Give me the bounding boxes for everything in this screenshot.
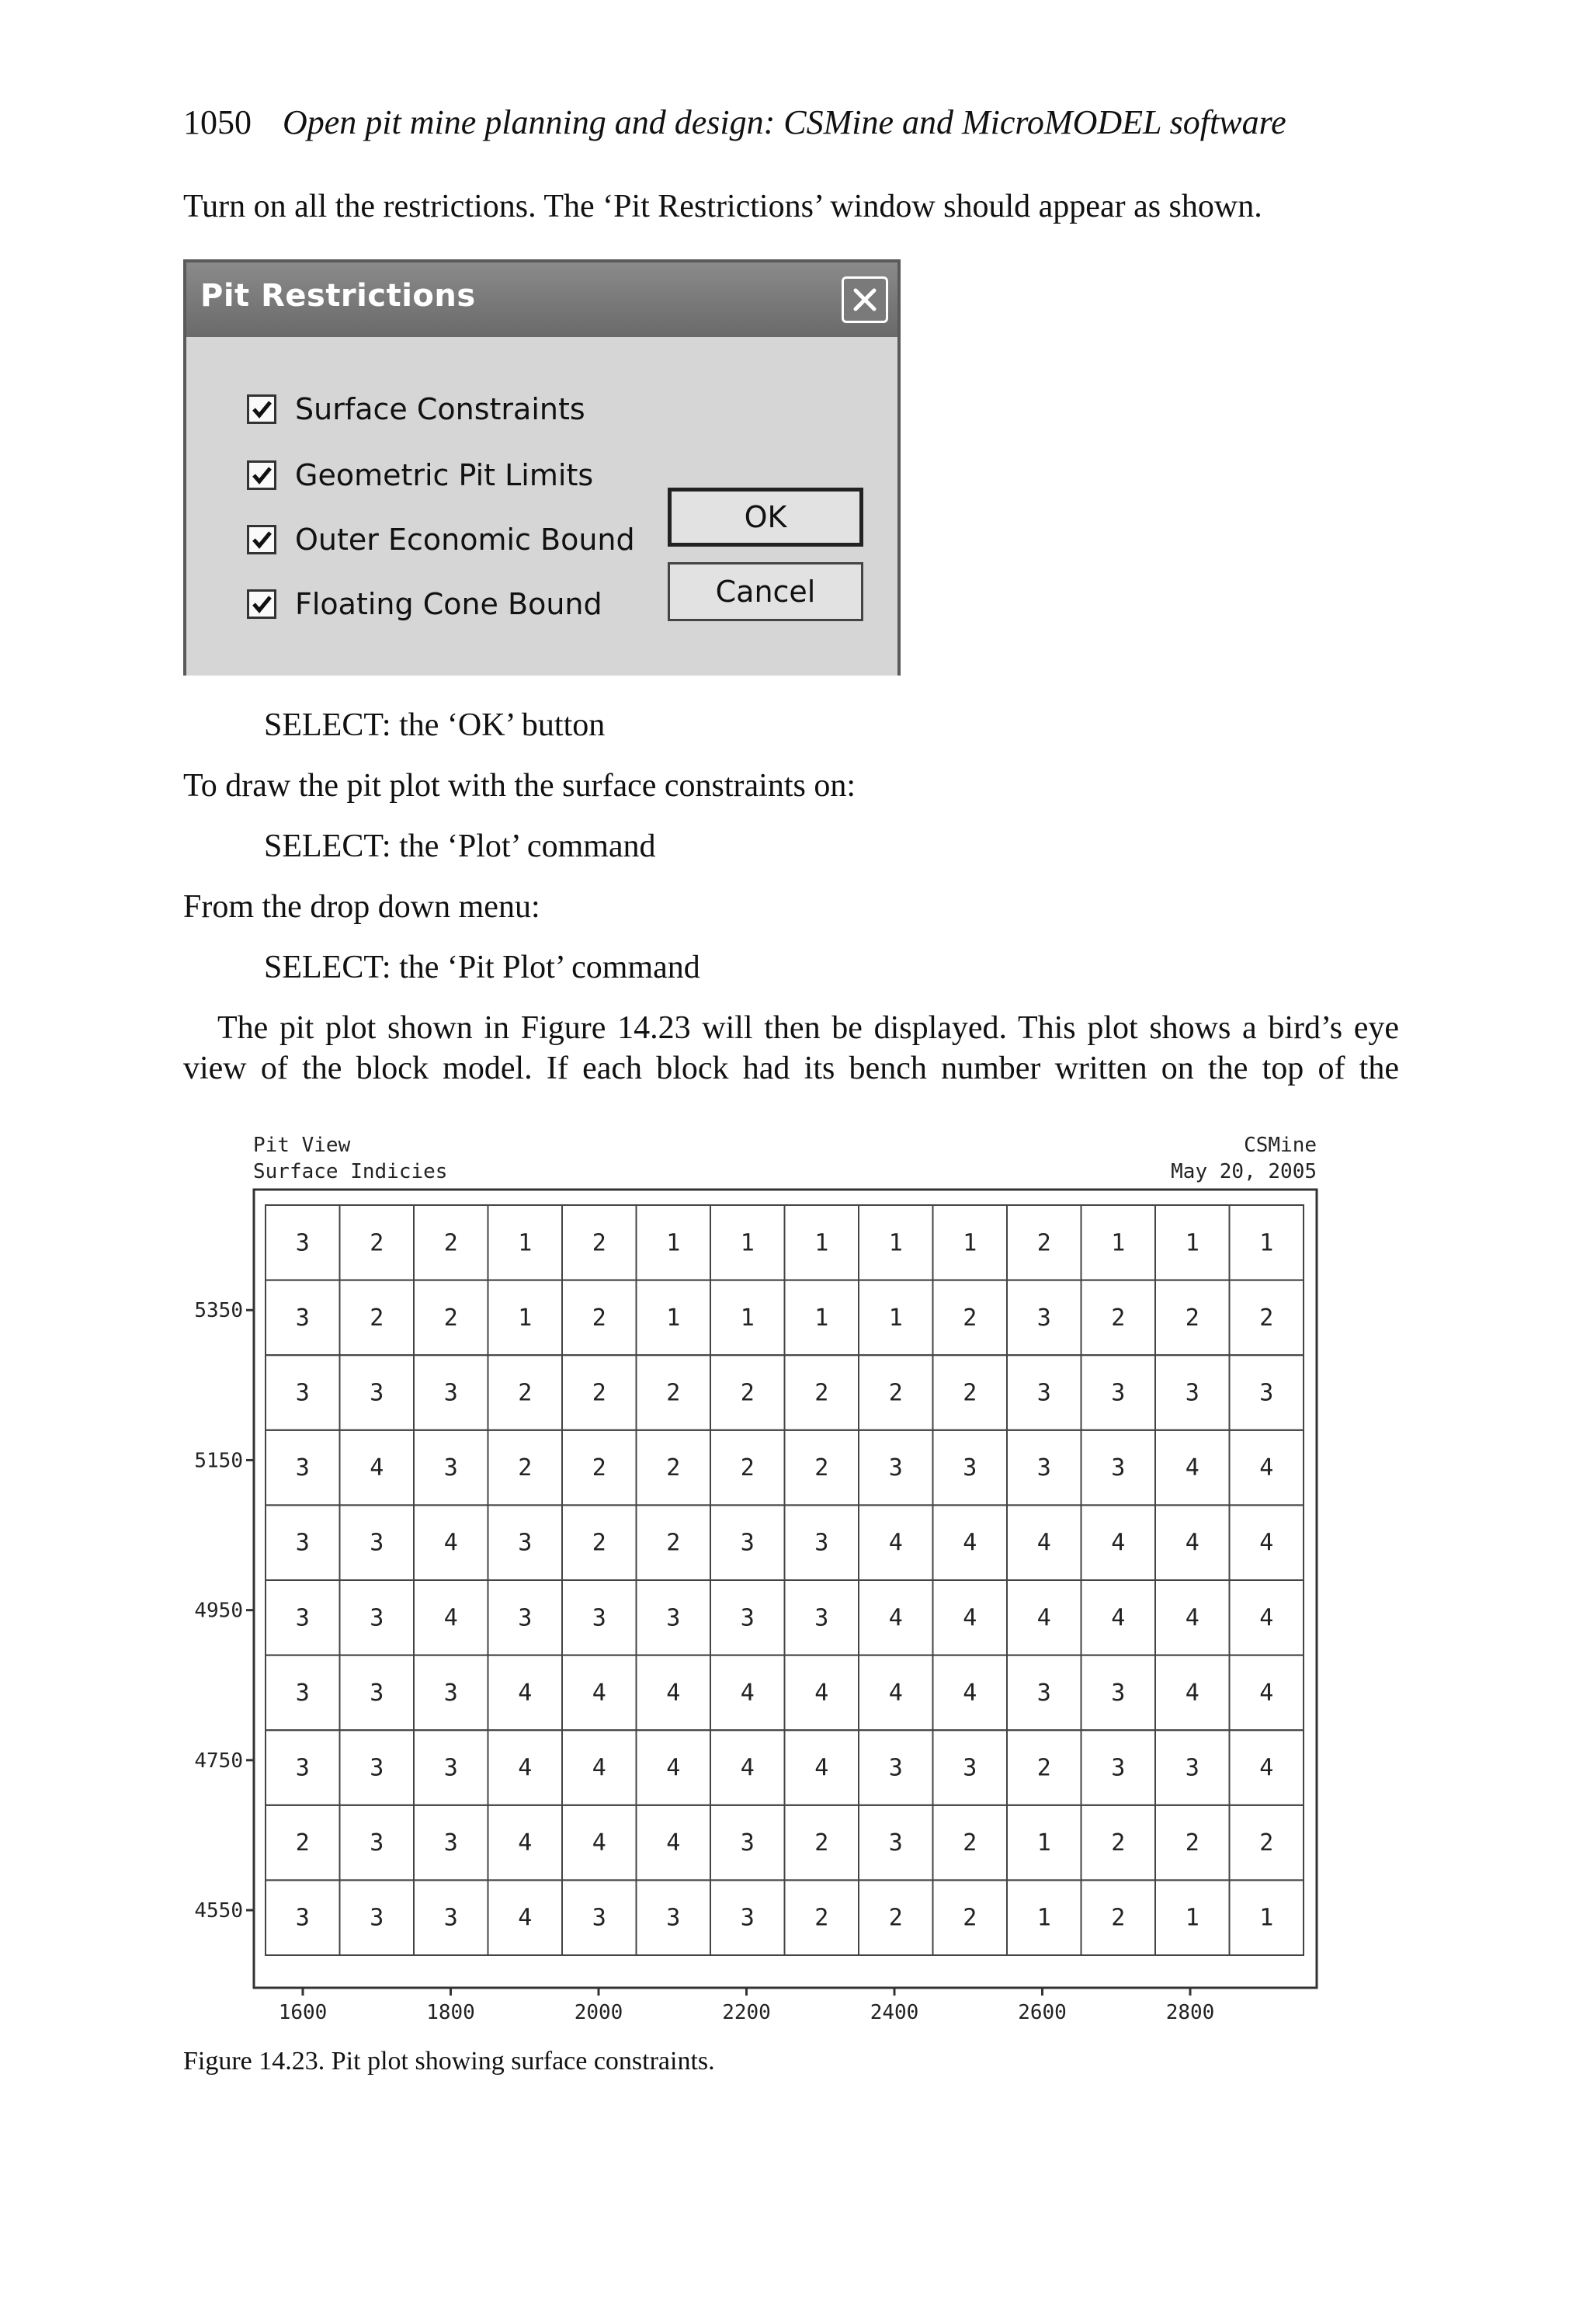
cell-value: 1 (1036, 1904, 1051, 1932)
cell-value: 4 (1259, 1454, 1274, 1482)
cell-value: 2 (814, 1904, 829, 1932)
cell-value: 2 (592, 1304, 606, 1332)
cell-value: 3 (295, 1604, 310, 1632)
cell-value: 2 (518, 1379, 533, 1407)
cell-value: 3 (1185, 1379, 1199, 1407)
cell-value: 4 (666, 1829, 681, 1857)
running-title: Open pit mine planning and design: CSMine and MicroMODEL software (283, 103, 1286, 141)
plot-title-right-1: CSMine (1244, 1134, 1317, 1157)
cell-value: 4 (1185, 1604, 1199, 1632)
plot-title-left-2: Surface Indicies (253, 1160, 448, 1183)
select-ok-text: SELECT: the ‘OK’ button (264, 707, 606, 743)
cell-value: 3 (740, 1829, 755, 1857)
cell-value: 3 (443, 1454, 458, 1482)
plot-title-left-1: Pit View (253, 1134, 351, 1157)
cell-value: 3 (888, 1829, 903, 1857)
cell-value: 2 (1259, 1304, 1274, 1332)
cell-value: 4 (963, 1679, 977, 1707)
dialog-title: Pit Restrictions (200, 278, 476, 314)
cell-value: 3 (740, 1604, 755, 1632)
cell-value: 3 (1111, 1679, 1126, 1707)
cell-value: 2 (592, 1454, 606, 1482)
cell-value: 2 (1036, 1229, 1051, 1257)
cell-value: 3 (295, 1529, 310, 1557)
cell-value: 4 (370, 1454, 384, 1482)
cell-value: 2 (814, 1379, 829, 1407)
cell-value: 3 (443, 1679, 458, 1707)
intro-text: Turn on all the restrictions. The ‘Pit Restrictions’ window should appear as shown. (183, 189, 1262, 224)
cell-value: 3 (295, 1679, 310, 1707)
cell-value: 4 (592, 1679, 606, 1707)
cell-value: 1 (814, 1304, 829, 1332)
cell-value: 2 (1111, 1304, 1126, 1332)
select-pit-plot-text: SELECT: the ‘Pit Plot’ command (264, 950, 700, 985)
cell-value: 3 (370, 1604, 384, 1632)
cell-value: 3 (1036, 1379, 1051, 1407)
cell-value: 1 (518, 1304, 533, 1332)
cell-value: 4 (518, 1904, 533, 1932)
cell-value: 4 (888, 1679, 903, 1707)
cell-value: 4 (814, 1754, 829, 1782)
cell-value: 2 (1111, 1829, 1126, 1857)
cell-value: 2 (888, 1379, 903, 1407)
cell-value: 2 (666, 1529, 681, 1557)
x-tick-label: 2800 (1165, 2001, 1215, 2024)
cell-value: 4 (666, 1679, 681, 1707)
cell-value: 1 (963, 1229, 977, 1257)
cell-value: 3 (1036, 1679, 1051, 1707)
cell-value: 1 (1111, 1229, 1126, 1257)
cell-value: 1 (1185, 1229, 1199, 1257)
cell-value: 3 (1259, 1379, 1274, 1407)
cell-value: 3 (370, 1679, 384, 1707)
cell-value: 2 (963, 1304, 977, 1332)
checkbox-label: Surface Constraints (295, 392, 585, 426)
cell-value: 2 (592, 1379, 606, 1407)
page-number: 1050 (183, 103, 252, 141)
cell-value: 2 (592, 1529, 606, 1557)
cell-value: 3 (443, 1829, 458, 1857)
cell-value: 1 (518, 1229, 533, 1257)
cell-value: 2 (295, 1829, 310, 1857)
cell-value: 4 (666, 1754, 681, 1782)
y-tick-label: 5350 (194, 1299, 243, 1323)
cell-value: 3 (295, 1304, 310, 1332)
cell-value: 3 (1185, 1754, 1199, 1782)
cell-value: 4 (592, 1829, 606, 1857)
cell-value: 2 (814, 1454, 829, 1482)
cell-value: 3 (963, 1454, 977, 1482)
cell-value: 2 (370, 1304, 384, 1332)
cell-value: 2 (1259, 1829, 1274, 1857)
figure-caption: Figure 14.23. Pit plot showing surface constraints. (183, 2047, 715, 2076)
paragraph-line-1: The pit plot shown in Figure 14.23 will then be displayed. This plot shows a bird’s eye (217, 1010, 1399, 1046)
cell-value: 4 (1036, 1604, 1051, 1632)
cell-value: 2 (443, 1229, 458, 1257)
y-tick-label: 4950 (194, 1599, 243, 1623)
cell-value: 3 (370, 1904, 384, 1932)
cell-value: 2 (1111, 1904, 1126, 1932)
cell-value: 4 (1259, 1754, 1274, 1782)
cell-value: 2 (443, 1304, 458, 1332)
cell-value: 2 (1036, 1754, 1051, 1782)
cell-value: 3 (888, 1454, 903, 1482)
cell-value: 3 (443, 1904, 458, 1932)
cell-value: 2 (1185, 1829, 1199, 1857)
cell-value: 3 (370, 1829, 384, 1857)
cell-value: 4 (1259, 1679, 1274, 1707)
cell-value: 2 (666, 1379, 681, 1407)
x-tick-label: 2200 (722, 2001, 771, 2024)
cell-value: 2 (963, 1829, 977, 1857)
cell-value: 4 (740, 1754, 755, 1782)
cell-value: 3 (666, 1904, 681, 1932)
cell-value: 4 (963, 1604, 977, 1632)
cell-value: 3 (443, 1379, 458, 1407)
checkbox-label: Outer Economic Bound (295, 523, 635, 557)
cell-value: 4 (1259, 1604, 1274, 1632)
cell-value: 1 (888, 1304, 903, 1332)
cell-value: 2 (740, 1454, 755, 1482)
cell-value: 3 (295, 1379, 310, 1407)
cell-value: 3 (740, 1904, 755, 1932)
cell-value: 1 (666, 1229, 681, 1257)
cell-value: 2 (888, 1904, 903, 1932)
cell-value: 4 (1185, 1529, 1199, 1557)
cell-value: 4 (740, 1679, 755, 1707)
ok-button[interactable]: OK (668, 488, 863, 547)
cell-value: 2 (814, 1829, 829, 1857)
checkbox-label: Floating Cone Bound (295, 587, 602, 621)
cell-value: 3 (592, 1904, 606, 1932)
cell-value: 2 (370, 1229, 384, 1257)
cell-value: 3 (814, 1604, 829, 1632)
cell-value: 4 (518, 1679, 533, 1707)
paragraph-line-2: view of the block model. If each block had its bench number written on the top of the (183, 1051, 1399, 1086)
cell-value: 4 (1185, 1454, 1199, 1482)
cell-value: 4 (1185, 1679, 1199, 1707)
y-tick-label: 5150 (194, 1449, 243, 1473)
cell-value: 3 (518, 1604, 533, 1632)
cell-value: 4 (814, 1679, 829, 1707)
cell-value: 3 (963, 1754, 977, 1782)
cell-value: 1 (888, 1229, 903, 1257)
cell-value: 3 (370, 1529, 384, 1557)
cell-value: 2 (518, 1454, 533, 1482)
cell-value: 3 (1111, 1754, 1126, 1782)
cell-value: 1 (666, 1304, 681, 1332)
cell-value: 2 (963, 1904, 977, 1932)
cell-value: 3 (518, 1529, 533, 1557)
x-tick-label: 1600 (278, 2001, 328, 2024)
cell-value: 3 (295, 1454, 310, 1482)
cell-value: 1 (740, 1304, 755, 1332)
cell-value: 1 (1185, 1904, 1199, 1932)
cell-value: 2 (740, 1379, 755, 1407)
cell-value: 2 (666, 1454, 681, 1482)
y-tick-label: 4750 (194, 1749, 243, 1773)
cell-value: 4 (888, 1604, 903, 1632)
x-tick-label: 2000 (574, 2001, 623, 2024)
cell-value: 4 (518, 1754, 533, 1782)
cell-value: 3 (740, 1529, 755, 1557)
cell-value: 3 (1036, 1454, 1051, 1482)
cell-value: 3 (888, 1754, 903, 1782)
cancel-button[interactable]: Cancel (668, 562, 863, 621)
cell-value: 3 (592, 1604, 606, 1632)
cell-value: 4 (1111, 1529, 1126, 1557)
cell-value: 3 (1111, 1379, 1126, 1407)
cell-value: 4 (443, 1604, 458, 1632)
cell-value: 2 (963, 1379, 977, 1407)
draw-plot-text: To draw the pit plot with the surface constraints on: (183, 768, 856, 804)
cell-value: 3 (295, 1754, 310, 1782)
cell-value: 1 (814, 1229, 829, 1257)
cell-value: 3 (295, 1904, 310, 1932)
x-tick-label: 2400 (870, 2001, 919, 2024)
cell-value: 3 (295, 1229, 310, 1257)
cell-value: 4 (1036, 1529, 1051, 1557)
y-tick-label: 4550 (194, 1899, 243, 1923)
cell-value: 2 (1185, 1304, 1199, 1332)
cell-value: 3 (814, 1529, 829, 1557)
checkbox-label: Geometric Pit Limits (295, 458, 594, 492)
cell-value: 4 (592, 1754, 606, 1782)
x-tick-label: 1800 (426, 2001, 475, 2024)
cell-value: 4 (1111, 1604, 1126, 1632)
cell-value: 4 (1259, 1529, 1274, 1557)
cell-value: 3 (666, 1604, 681, 1632)
cell-value: 3 (1036, 1304, 1051, 1332)
cell-value: 4 (518, 1829, 533, 1857)
cell-value: 4 (443, 1529, 458, 1557)
plot-title-right-2: May 20, 2005 (1171, 1160, 1317, 1183)
cell-value: 1 (740, 1229, 755, 1257)
x-tick-label: 2600 (1018, 2001, 1067, 2024)
cell-value: 4 (963, 1529, 977, 1557)
cell-value: 3 (1111, 1454, 1126, 1482)
cell-value: 1 (1259, 1229, 1274, 1257)
cell-value: 1 (1036, 1829, 1051, 1857)
dropdown-text: From the drop down menu: (183, 889, 540, 925)
cell-value: 3 (370, 1379, 384, 1407)
select-plot-text: SELECT: the ‘Plot’ command (264, 829, 656, 864)
cell-value: 2 (592, 1229, 606, 1257)
cell-value: 4 (888, 1529, 903, 1557)
cell-value: 1 (1259, 1904, 1274, 1932)
cell-value: 3 (443, 1754, 458, 1782)
cell-value: 3 (370, 1754, 384, 1782)
